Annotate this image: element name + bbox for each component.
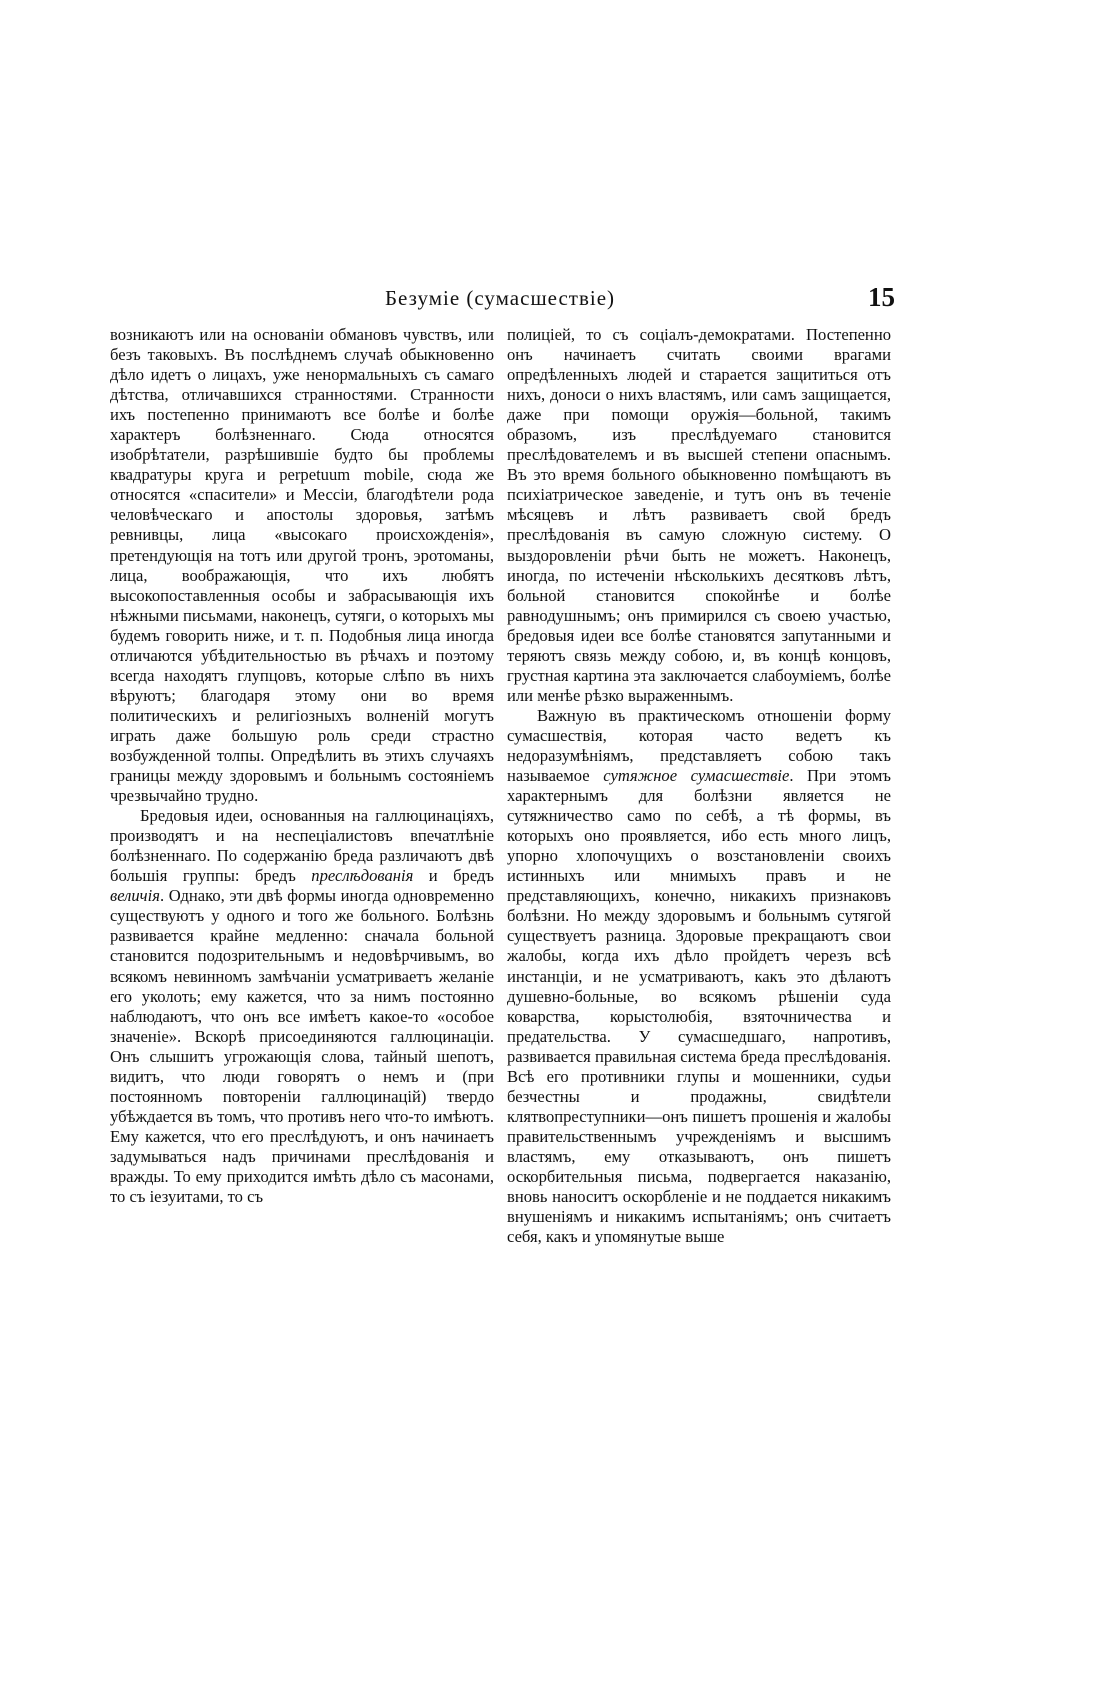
text-run: . При этомъ характернымъ для болѣзни является не сутяжничество само по себѣ, а тѣ формы, въ которыхъ оно проявляется, ибо есть много лицъ, упорно хлопочущихъ о возстановленіи своихъ истинныхъ или мнимыхъ правъ и не представляющихъ, конечно, никакихъ признаковъ болѣзни. Но между здоровымъ и больнымъ сутягой существуетъ разница. Здоровые прекращаютъ свои жалобы, когда ихъ дѣло пройдетъ черезъ всѣ инстанціи, и не усматриваютъ, какъ это дѣлаютъ душевно-больные, во всякомъ рѣшеніи суда коварства, корыстолюбія, взяточничества и предательства. У сумасшедшаго, напротивъ, развивается правильная система бреда преслѣдованія. Всѣ его противники глупы и мошенники, судьи безчестны и продажны, свидѣтели клятвопреступники—онъ пишетъ прошенія и жалобы правительственнымъ учрежденіямъ и высшимъ властямъ, ему отказываютъ, онъ пишетъ оскорбительныя письма, подвергается наказанію, вновь наноситъ оскорбленіе и не поддается никакимъ внушеніямъ и никакимъ испытаніямъ; онъ считаетъ себя, какъ и упомянутые выше — [507, 766, 892, 1247]
paragraph: полиціей, то съ соціалъ-демократами. Постепенно онъ начинаетъ считать своими врагами опредѣленныхъ людей и старается защититься отъ нихъ, доноси о нихъ властямъ, или самъ защищается, даже при помощи оружія—больной, такимъ образомъ, изъ преслѣдуемаго становится преслѣдователемъ и въ высшей степени опаснымъ. Въ это время больного обыкновенно помѣщаютъ въ психіатрическое заведеніе, и тутъ онъ въ теченіе мѣсяцевъ и лѣтъ развиваетъ свой бредъ преслѣдованія въ самую сложную систему. О выздоровленіи рѣчи быть не можетъ. Наконецъ, иногда, по истеченіи нѣсколькихъ десятковъ лѣтъ, больной становится спокойнѣе и болѣе равнодушнымъ; онъ примирился съ своею участью, бредовыя идеи все болѣе становятся запутанными и теряютъ связь между собою, и, въ концѣ концовъ, грустная картина эта заключается слабоуміемъ, болѣе или менѣе рѣзко выраженнымъ. — [507, 325, 891, 705]
italic-term: сутяжное сумасшествіе — [603, 766, 790, 786]
right-column — [507, 325, 891, 1247]
running-head — [105, 282, 895, 314]
text-run: Бредовыя идеи, основанныя на галлюцинаціяхъ, производятъ и на неспеціалистовъ впечатлѣніе болѣзненнаго. По содержанію бреда различаютъ двѣ большія группы: бредъ — [110, 806, 494, 886]
paragraph: возникаютъ или на основаніи обмановъ чувствъ, или безъ таковыхъ. Въ послѣднемъ случаѣ обыкновенно дѣло идетъ о лицахъ, уже ненормальныхъ съ самаго дѣтства, отличавшихся странностями. Странности ихъ постепенно принимаютъ все болѣе и болѣе характеръ болѣзненнаго. Сюда относятся изобрѣтатели, разрѣшившіе будто бы проблемы квадратуры круга и perpetuum mobile, сюда же относятся «спасители» и Мессіи, благодѣтели рода человѣческаго и апостолы здоровья, затѣмъ ревнивцы, лица «высокаго происхожденія», претендующія на тотъ или другой тронъ, эротоманы, лица, воображающія, что ихъ любятъ высокопоставленныя особы и забрасывающія ихъ нѣжными письмами, наконецъ, сутяги, о которыхъ мы будемъ говорить ниже, и т. п. Подобныя лица иногда отличаются убѣдительностью въ рѣчахъ и поэтому всегда находятъ глупцовъ, которые слѣпо въ нихъ вѣруютъ; благодаря этому они во время политическихъ и религіозныхъ волненій могутъ играть даже большую роль среди страстно возбужденной толпы. Опредѣлить въ этихъ случаяхъ границы между здоровымъ и больнымъ состояніемъ чрезвычайно трудно. — [110, 325, 494, 806]
paragraph — [507, 706, 891, 1247]
page-title: Безуміе (сумасшествіе) — [384, 286, 616, 310]
page-number: 15 — [868, 282, 895, 312]
paragraph — [110, 806, 494, 1207]
text-run: Важную въ практическомъ отношеніи форму сумасшествія, которая часто ведетъ къ недоразумѣніямъ, представляетъ собою такъ называемое — [507, 705, 891, 786]
text-run: и бредъ — [413, 866, 494, 886]
left-column — [110, 325, 494, 1207]
text-run: . Однако, эти двѣ формы иногда одновременно существуютъ у одного и того же больного. Болѣзнь развивается крайне медленно: сначала больной становится подозрительнымъ и недовѣрчивымъ, во всякомъ невинномъ замѣчаніи усматриваетъ желаніе его уколоть; ему кажется, что за нимъ постоянно наблюдаютъ, что онъ все имѣетъ какое-то «особое значеніе». Вскорѣ присоединяются галлюцинаціи. Онъ слышитъ угрожающія слова, тайный шепотъ, видитъ, что люди говорятъ о немъ и (при постоянномъ повтореніи галлюцинацій) твердо убѣждается въ томъ, что противъ него что-то имѣютъ. Ему кажется, что его преслѣдуютъ, и онъ начинаетъ задумываться надъ причинами преслѣдованія и вражды. То ему приходится имѣть дѣло съ масонами, то съ іезуитами, то съ — [110, 886, 494, 1207]
italic-term: преслѣдованія — [311, 866, 414, 886]
italic-term: величія — [110, 886, 160, 906]
